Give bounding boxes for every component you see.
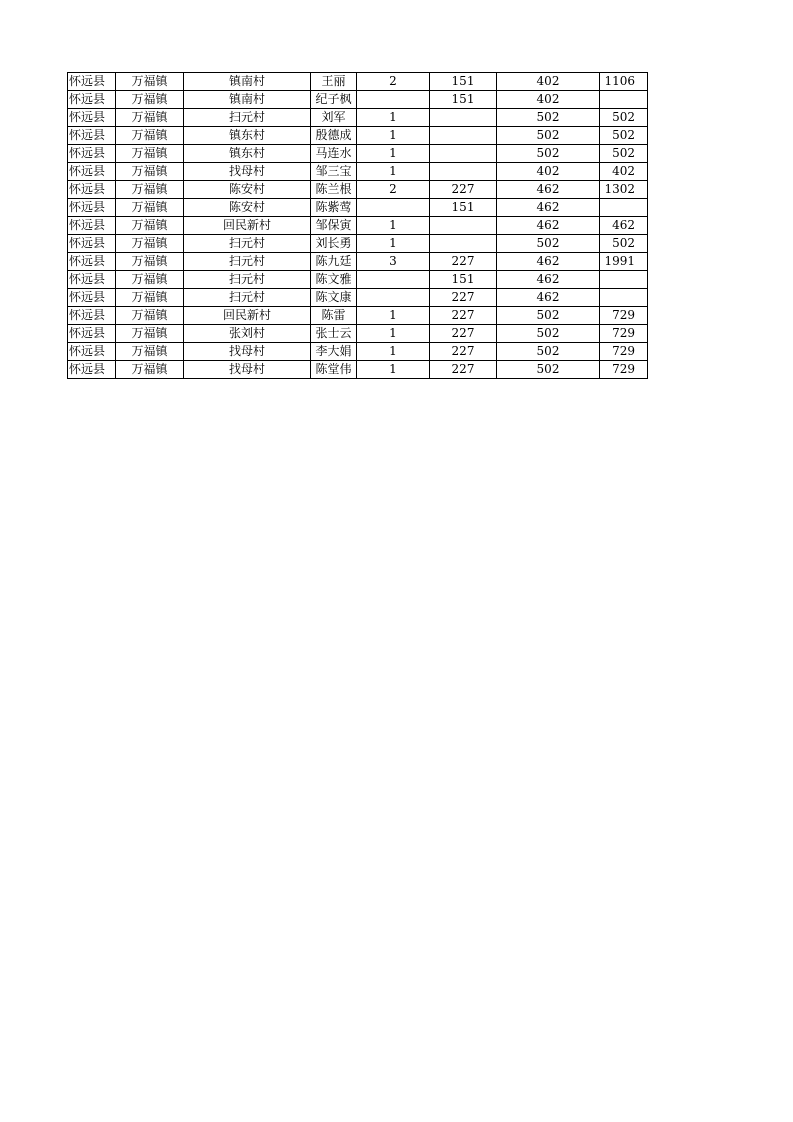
- table-row: [68, 145, 648, 163]
- cell-name[interactable]: 陈九廷: [311, 253, 357, 271]
- table-row: [68, 199, 648, 217]
- cell-county[interactable]: 怀远县: [68, 91, 116, 109]
- cell-count[interactable]: 1: [357, 109, 430, 127]
- cell-village[interactable]: 找母村: [184, 361, 311, 379]
- cell-count[interactable]: 3: [357, 253, 430, 271]
- cell-county[interactable]: 怀远县: [68, 235, 116, 253]
- cell-amount-2[interactable]: 462: [497, 271, 600, 289]
- cell-amount-1[interactable]: 227: [430, 343, 497, 361]
- table-row: [68, 271, 648, 289]
- cell-county[interactable]: 怀远县: [68, 343, 116, 361]
- cell-town[interactable]: 万福镇: [116, 325, 184, 343]
- cell-amount-1[interactable]: 151: [430, 73, 497, 91]
- cell-town[interactable]: 万福镇: [116, 289, 184, 307]
- cell-count[interactable]: 1: [357, 361, 430, 379]
- cell-count[interactable]: 2: [357, 181, 430, 199]
- table-row: [68, 163, 648, 181]
- cell-amount-1[interactable]: 227: [430, 325, 497, 343]
- cell-amount-2[interactable]: 462: [497, 181, 600, 199]
- cell-name[interactable]: 陈紫莺: [311, 199, 357, 217]
- cell-county[interactable]: 怀远县: [68, 127, 116, 145]
- cell-town[interactable]: 万福镇: [116, 253, 184, 271]
- cell-amount-2[interactable]: 462: [497, 199, 600, 217]
- cell-county[interactable]: 怀远县: [68, 73, 116, 91]
- table-row: [68, 289, 648, 307]
- cell-village[interactable]: 镇东村: [184, 127, 311, 145]
- cell-village[interactable]: 扫元村: [184, 271, 311, 289]
- cell-amount-1[interactable]: [430, 163, 497, 181]
- cell-amount-2[interactable]: 502: [497, 235, 600, 253]
- cell-village[interactable]: 扫元村: [184, 235, 311, 253]
- cell-count[interactable]: 1: [357, 325, 430, 343]
- cell-county[interactable]: 怀远县: [68, 163, 116, 181]
- cell-amount-2[interactable]: 462: [497, 289, 600, 307]
- cell-count[interactable]: 1: [357, 307, 430, 325]
- cell-total[interactable]: 729: [600, 361, 648, 379]
- cell-county[interactable]: 怀远县: [68, 199, 116, 217]
- cell-village[interactable]: 找母村: [184, 163, 311, 181]
- cell-count[interactable]: [357, 199, 430, 217]
- cell-name[interactable]: 陈雷: [311, 307, 357, 325]
- cell-amount-2[interactable]: 402: [497, 73, 600, 91]
- cell-village[interactable]: 镇南村: [184, 91, 311, 109]
- cell-total[interactable]: [600, 199, 648, 217]
- table-row: [68, 127, 648, 145]
- cell-name[interactable]: 陈堂伟: [311, 361, 357, 379]
- cell-amount-1[interactable]: [430, 145, 497, 163]
- cell-town[interactable]: 万福镇: [116, 91, 184, 109]
- table-row: [68, 181, 648, 199]
- cell-total[interactable]: 502: [600, 127, 648, 145]
- table-row: [68, 217, 648, 235]
- cell-amount-2[interactable]: 502: [497, 307, 600, 325]
- cell-count[interactable]: 1: [357, 235, 430, 253]
- cell-name[interactable]: 李大娟: [311, 343, 357, 361]
- cell-count[interactable]: 2: [357, 73, 430, 91]
- cell-name[interactable]: 邹三宝: [311, 163, 357, 181]
- cell-amount-1[interactable]: 227: [430, 307, 497, 325]
- cell-total[interactable]: 1991: [600, 253, 648, 271]
- cell-village[interactable]: 扫元村: [184, 289, 311, 307]
- cell-town[interactable]: 万福镇: [116, 343, 184, 361]
- table-row: [68, 73, 648, 91]
- cell-total[interactable]: 502: [600, 145, 648, 163]
- data-table: [67, 72, 648, 379]
- cell-town[interactable]: 万福镇: [116, 361, 184, 379]
- cell-town[interactable]: 万福镇: [116, 199, 184, 217]
- cell-county[interactable]: 怀远县: [68, 217, 116, 235]
- cell-total[interactable]: [600, 91, 648, 109]
- table-row: [68, 325, 648, 343]
- cell-count[interactable]: [357, 91, 430, 109]
- cell-name[interactable]: 纪子枫: [311, 91, 357, 109]
- cell-amount-2[interactable]: 502: [497, 109, 600, 127]
- cell-town[interactable]: 万福镇: [116, 163, 184, 181]
- cell-town[interactable]: 万福镇: [116, 181, 184, 199]
- cell-name[interactable]: 陈文康: [311, 289, 357, 307]
- table-row: [68, 235, 648, 253]
- cell-name[interactable]: 邹保寅: [311, 217, 357, 235]
- table-row: [68, 91, 648, 109]
- cell-name[interactable]: 张士云: [311, 325, 357, 343]
- cell-town[interactable]: 万福镇: [116, 271, 184, 289]
- cell-county[interactable]: 怀远县: [68, 325, 116, 343]
- cell-total[interactable]: [600, 271, 648, 289]
- cell-town[interactable]: 万福镇: [116, 145, 184, 163]
- cell-amount-2[interactable]: 502: [497, 145, 600, 163]
- cell-county[interactable]: 怀远县: [68, 181, 116, 199]
- table-row: [68, 361, 648, 379]
- cell-amount-1[interactable]: 227: [430, 253, 497, 271]
- cell-village[interactable]: 张刘村: [184, 325, 311, 343]
- cell-amount-1[interactable]: [430, 235, 497, 253]
- table-row: [68, 307, 648, 325]
- cell-county[interactable]: 怀远县: [68, 289, 116, 307]
- cell-total[interactable]: [600, 289, 648, 307]
- table-row: [68, 109, 648, 127]
- cell-count[interactable]: 1: [357, 163, 430, 181]
- cell-village[interactable]: 陈安村: [184, 181, 311, 199]
- cell-village[interactable]: 回民新村: [184, 307, 311, 325]
- cell-amount-1[interactable]: 151: [430, 271, 497, 289]
- cell-county[interactable]: 怀远县: [68, 145, 116, 163]
- cell-name[interactable]: 刘长勇: [311, 235, 357, 253]
- cell-total[interactable]: 1106: [600, 73, 648, 91]
- cell-village[interactable]: 镇东村: [184, 145, 311, 163]
- cell-name[interactable]: 王丽: [311, 73, 357, 91]
- cell-total[interactable]: 502: [600, 235, 648, 253]
- cell-county[interactable]: 怀远县: [68, 271, 116, 289]
- table-row: [68, 253, 648, 271]
- cell-amount-1[interactable]: [430, 127, 497, 145]
- cell-name[interactable]: 殷德成: [311, 127, 357, 145]
- cell-name[interactable]: 马连水: [311, 145, 357, 163]
- cell-name[interactable]: 陈兰根: [311, 181, 357, 199]
- table-row: [68, 343, 648, 361]
- cell-village[interactable]: 镇南村: [184, 73, 311, 91]
- cell-amount-2[interactable]: 502: [497, 127, 600, 145]
- cell-amount-1[interactable]: [430, 109, 497, 127]
- cell-village[interactable]: 找母村: [184, 343, 311, 361]
- cell-amount-1[interactable]: 227: [430, 289, 497, 307]
- table-body: [68, 73, 648, 379]
- cell-count[interactable]: [357, 289, 430, 307]
- cell-town[interactable]: 万福镇: [116, 127, 184, 145]
- cell-name[interactable]: 陈文雅: [311, 271, 357, 289]
- cell-county[interactable]: 怀远县: [68, 253, 116, 271]
- cell-village[interactable]: 扫元村: [184, 253, 311, 271]
- cell-village[interactable]: 回民新村: [184, 217, 311, 235]
- cell-village[interactable]: 扫元村: [184, 109, 311, 127]
- cell-amount-2[interactable]: 502: [497, 361, 600, 379]
- cell-count[interactable]: [357, 271, 430, 289]
- cell-county[interactable]: 怀远县: [68, 109, 116, 127]
- cell-count[interactable]: 1: [357, 127, 430, 145]
- cell-amount-2[interactable]: 402: [497, 91, 600, 109]
- cell-count[interactable]: 1: [357, 343, 430, 361]
- cell-amount-1[interactable]: 227: [430, 181, 497, 199]
- cell-total[interactable]: 402: [600, 163, 648, 181]
- cell-amount-1[interactable]: 151: [430, 91, 497, 109]
- cell-count[interactable]: 1: [357, 217, 430, 235]
- cell-name[interactable]: 刘军: [311, 109, 357, 127]
- cell-total[interactable]: 462: [600, 217, 648, 235]
- cell-village[interactable]: 陈安村: [184, 199, 311, 217]
- cell-amount-1[interactable]: 151: [430, 199, 497, 217]
- cell-town[interactable]: 万福镇: [116, 307, 184, 325]
- cell-town[interactable]: 万福镇: [116, 235, 184, 253]
- cell-county[interactable]: 怀远县: [68, 361, 116, 379]
- cell-total[interactable]: 1302: [600, 181, 648, 199]
- cell-town[interactable]: 万福镇: [116, 73, 184, 91]
- cell-total[interactable]: 502: [600, 109, 648, 127]
- cell-amount-2[interactable]: 462: [497, 253, 600, 271]
- cell-town[interactable]: 万福镇: [116, 217, 184, 235]
- cell-town[interactable]: 万福镇: [116, 109, 184, 127]
- cell-amount-2[interactable]: 502: [497, 343, 600, 361]
- cell-amount-1[interactable]: 227: [430, 361, 497, 379]
- cell-count[interactable]: 1: [357, 145, 430, 163]
- cell-amount-2[interactable]: 462: [497, 217, 600, 235]
- cell-total[interactable]: 729: [600, 343, 648, 361]
- cell-county[interactable]: 怀远县: [68, 307, 116, 325]
- cell-total[interactable]: 729: [600, 325, 648, 343]
- cell-amount-2[interactable]: 402: [497, 163, 600, 181]
- cell-amount-1[interactable]: [430, 217, 497, 235]
- cell-amount-2[interactable]: 502: [497, 325, 600, 343]
- cell-total[interactable]: 729: [600, 307, 648, 325]
- spreadsheet-page: [67, 72, 648, 379]
